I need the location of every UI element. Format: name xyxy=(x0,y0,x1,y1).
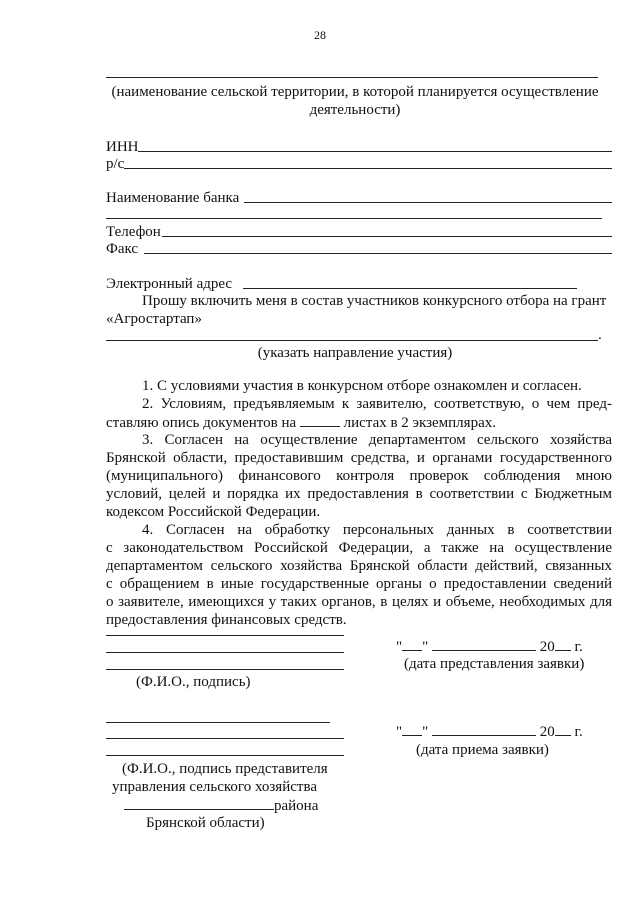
inn-field[interactable] xyxy=(138,151,612,152)
representative-caption-3: района xyxy=(124,796,318,815)
receipt-month-field[interactable] xyxy=(432,722,536,736)
territory-line[interactable] xyxy=(106,77,598,78)
direction-caption: (указать направление участия) xyxy=(257,345,453,361)
submission-date: " " 20 г. xyxy=(396,639,583,655)
representative-caption: (Ф.И.О., подпись представителя xyxy=(122,761,328,777)
direction-field[interactable] xyxy=(106,340,598,341)
item-3-line-2: Брянской области, предоставившим средства, и органами государственного xyxy=(106,450,612,466)
email-field[interactable] xyxy=(243,288,577,289)
inn-label: ИНН xyxy=(106,139,139,155)
applicant-signature-line-3[interactable] xyxy=(106,669,344,670)
item-4-line-3: департаментом сельского хозяйства Брянской области действий, связанных xyxy=(106,558,612,574)
applicant-caption: (Ф.И.О., подпись) xyxy=(136,674,251,690)
phone-field[interactable] xyxy=(162,236,612,237)
fax-label: Факс xyxy=(106,241,139,257)
receiver-signature-line-3[interactable] xyxy=(106,755,344,756)
bank-label: Наименование банка xyxy=(106,190,240,206)
item-2-line-2: ставляю опись документов на листах в 2 экземплярах. xyxy=(106,415,496,431)
receiver-signature-line-2[interactable] xyxy=(106,738,344,739)
district-field[interactable] xyxy=(124,796,274,810)
receipt-year-field[interactable] xyxy=(555,722,571,736)
receipt-date-caption: (дата приема заявки) xyxy=(416,742,549,758)
item-3-line-3: (муниципального) финансового контроля проверок соблюдения мною xyxy=(106,468,612,484)
grant-name: «Агростартап» xyxy=(106,311,202,327)
receipt-day-field[interactable] xyxy=(402,722,422,736)
territory-caption-2: деятельности) xyxy=(309,102,401,118)
email-label: Электронный адрес xyxy=(106,276,233,292)
item-4-line-2: с законодательством Российской Федерации, а также на осуществление xyxy=(106,540,612,556)
receiver-signature-line-1[interactable] xyxy=(106,722,330,723)
applicant-signature-line-2[interactable] xyxy=(106,652,344,653)
item-4-line-6: предоставления финансовых средств. xyxy=(106,612,347,628)
item-3: 3. Согласен на осуществление департаментом сельского хозяйства xyxy=(142,432,612,448)
representative-caption-4: Брянской области) xyxy=(146,815,265,831)
page-number: 28 xyxy=(314,28,326,42)
bank-field-2[interactable] xyxy=(106,218,602,219)
representative-caption-2: управления сельского хозяйства xyxy=(112,779,317,795)
sheet-count-field[interactable] xyxy=(300,413,340,427)
submission-month-field[interactable] xyxy=(432,637,536,651)
item-4-line-4: с обращением в иные государственные органы о предоставлении сведений xyxy=(106,576,612,592)
submission-date-caption: (дата представления заявки) xyxy=(404,656,585,672)
submission-day-field[interactable] xyxy=(402,637,422,651)
direction-period: . xyxy=(598,327,602,343)
item-4-line-5: о заявителе, имеющихся у таких органов, в целях и объеме, необходимых для xyxy=(106,594,612,610)
receipt-date: " " 20 г. xyxy=(396,724,583,740)
item-3-line-4: условий, целей и порядка их предоставления в соответствии с Бюджетным xyxy=(106,486,612,502)
item-1: 1. С условиями участия в конкурсном отборе ознакомлен и согласен. xyxy=(142,378,582,394)
territory-caption: (наименование сельской территории, в которой планируется осуществление xyxy=(111,84,599,100)
account-label: р/с xyxy=(106,156,125,172)
submission-year-field[interactable] xyxy=(555,637,571,651)
account-field[interactable] xyxy=(124,168,612,169)
item-3-line-5: кодексом Российской Федерации. xyxy=(106,504,321,520)
fax-field[interactable] xyxy=(144,253,612,254)
phone-label: Телефон xyxy=(106,224,161,240)
bank-field[interactable] xyxy=(244,202,612,203)
request-text: Прошу включить меня в состав участников конкурсного отбора на грант xyxy=(142,293,607,309)
item-2: 2. Условиям, предъявляемым к заявителю, соответствую, о чем пред- xyxy=(142,396,612,412)
item-4: 4. Согласен на обработку персональных данных в соответствии xyxy=(142,522,612,538)
applicant-signature-line-1[interactable] xyxy=(106,635,344,636)
